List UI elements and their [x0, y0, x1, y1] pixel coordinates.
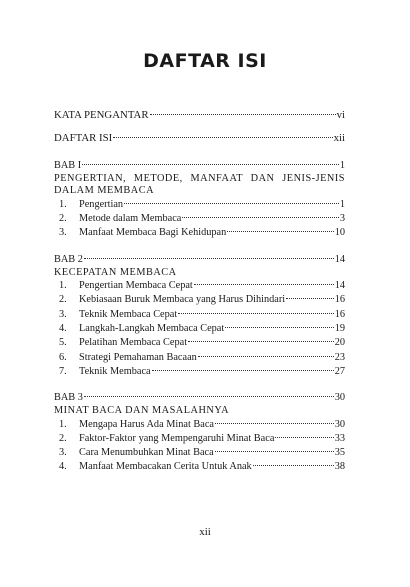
chapter-title: MINAT BACA DAN MASALAHNYA	[54, 405, 230, 417]
item-page: 27	[334, 365, 345, 377]
item-label: Metode dalam Membaca	[79, 213, 182, 225]
toc-item[interactable]	[54, 279, 345, 293]
table-of-contents	[54, 108, 345, 475]
item-page: 1	[339, 198, 345, 210]
item-label: Teknik Membaca	[79, 365, 151, 377]
toc-entry-label: DAFTAR ISI	[54, 132, 113, 144]
toc-entry-kata-pengantar[interactable]	[54, 108, 345, 123]
item-page: 16	[334, 308, 345, 320]
item-number: 1.	[59, 418, 67, 430]
item-page: 35	[334, 447, 345, 459]
toc-entry-page: vi	[336, 109, 345, 121]
dot-leader	[215, 451, 334, 452]
item-number: 3.	[59, 227, 67, 239]
toc-entry-label: KATA PENGANTAR	[54, 109, 149, 121]
chapter-page: 1	[339, 160, 345, 171]
item-label: Teknik Membaca Cepat	[79, 308, 178, 320]
item-page: 30	[334, 418, 345, 430]
item-label: Manfaat Membacakan Cerita Untuk Anak	[79, 461, 252, 473]
item-label: Manfaat Membaca Bagi Kehidupan	[79, 227, 227, 239]
item-label: Pengertian	[79, 198, 124, 210]
toc-item[interactable]	[54, 226, 345, 240]
chapter-label: BAB I	[54, 160, 82, 171]
item-number: 6.	[59, 351, 67, 363]
item-number: 2.	[59, 213, 67, 225]
dot-leader	[286, 298, 334, 299]
item-label: Pelatihan Membaca Cepat	[79, 337, 188, 349]
page-number: xii	[199, 526, 211, 538]
item-label: Mengapa Harus Ada Minat Baca	[79, 418, 214, 430]
item-page: 38	[334, 461, 345, 473]
toc-item[interactable]	[54, 460, 345, 474]
toc-entry-daftar-isi[interactable]	[54, 131, 345, 146]
dot-leader	[84, 396, 334, 397]
toc-item[interactable]	[54, 322, 345, 336]
dot-leader	[227, 231, 333, 232]
item-page: 33	[334, 432, 345, 444]
dot-leader	[194, 284, 334, 285]
toc-item[interactable]	[54, 432, 345, 446]
item-number: 4.	[59, 323, 67, 334]
item-number: 1.	[59, 198, 67, 210]
chapter-heading-bab-3[interactable]	[54, 390, 345, 405]
item-label: Cara Menumbuhkan Minat Baca	[79, 447, 214, 459]
item-number: 7.	[59, 365, 67, 377]
item-number: 2.	[59, 294, 67, 306]
item-number: 4.	[59, 461, 67, 473]
item-page: 23	[334, 351, 345, 363]
item-number: 3.	[59, 308, 67, 320]
item-number: 5.	[59, 337, 67, 349]
item-page: 14	[334, 280, 345, 292]
toc-item[interactable]	[54, 351, 345, 365]
item-page: 19	[334, 323, 345, 334]
dot-leader	[84, 258, 334, 259]
item-number: 2.	[59, 432, 67, 444]
chapter-title: KECEPATAN MEMBACA	[54, 266, 177, 278]
item-page: 16	[334, 294, 345, 306]
chapter-heading-bab-1[interactable]	[54, 158, 345, 173]
dot-leader	[188, 341, 334, 342]
toc-entry-page: xii	[333, 132, 345, 144]
item-page: 10	[334, 227, 345, 239]
item-label: Langkah-Langkah Membaca Cepat	[79, 323, 225, 334]
dot-leader	[182, 217, 338, 218]
toc-item[interactable]	[54, 365, 345, 379]
toc-item[interactable]	[54, 293, 345, 307]
dot-leader	[275, 437, 333, 438]
item-number: 3.	[59, 447, 67, 459]
page-title: DAFTAR ISI	[143, 50, 267, 72]
chapter-label: BAB 3	[54, 392, 83, 404]
item-number: 1.	[59, 280, 67, 292]
chapter-heading-bab-2[interactable]	[54, 252, 345, 267]
item-label: Pengertian Membaca Cepat	[79, 280, 193, 292]
dot-leader	[215, 423, 334, 424]
item-label: Faktor-Faktor yang Mempengaruhi Minat Baca	[79, 432, 275, 444]
toc-item[interactable]	[54, 308, 345, 322]
dot-leader	[152, 370, 334, 371]
toc-item[interactable]	[54, 418, 345, 432]
item-page: 3	[339, 213, 345, 225]
dot-leader	[178, 313, 333, 314]
dot-leader	[124, 203, 339, 204]
dot-leader	[198, 356, 334, 357]
dot-leader	[225, 327, 333, 328]
dot-leader	[253, 465, 334, 466]
toc-item[interactable]	[54, 336, 345, 350]
chapter-label: BAB 2	[54, 253, 83, 265]
toc-item[interactable]	[54, 212, 345, 226]
item-label: Kebiasaan Buruk Membaca yang Harus Dihindari	[79, 294, 286, 306]
item-page: 20	[334, 337, 345, 349]
chapter-title: PENGERTIAN, METODE, MANFAAT DAN JENIS-JENIS DALAM MEMBACA	[54, 173, 345, 197]
chapter-page: 14	[334, 253, 345, 265]
dot-leader	[113, 137, 332, 138]
item-label: Strategi Pemahaman Bacaan	[79, 351, 197, 363]
toc-item[interactable]	[54, 198, 345, 212]
chapter-page: 30	[334, 392, 345, 404]
dot-leader	[150, 114, 336, 115]
toc-item[interactable]	[54, 446, 345, 460]
dot-leader	[82, 164, 339, 165]
